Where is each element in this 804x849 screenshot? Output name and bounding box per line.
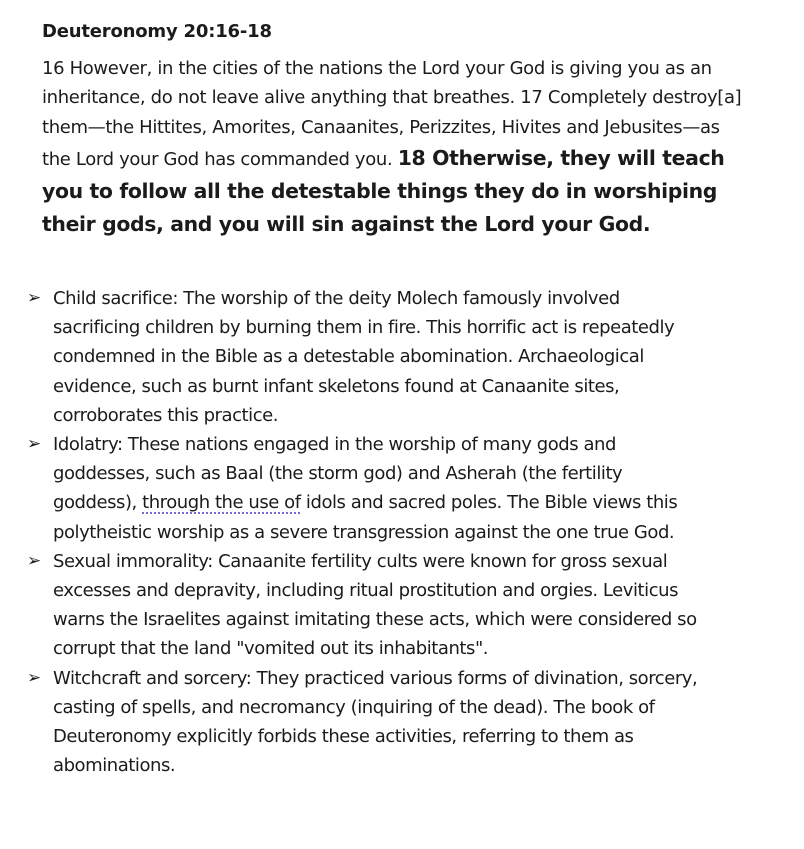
arrow-bullet-icon: ➢ (27, 550, 41, 571)
verse-text: 16 However, in the cities of the nations the Lord your God is giving you as an inheritance, do not leave alive anything that breathes. 17 Completely destroy[a] them—the Hittites, Amorites, Canaanites, Perizzites, Hivites and Jebusites—as the Lord your God has commanded you. (42, 58, 742, 171)
list-item-text: Child sacrifice: The worship of the deity Molech famously involved sacrificing children by burning them in fire. This horrific act is repeatedly condemned in the Bible as a detestable abomination. Archaeological evidence, such as burnt infant skeletons found at Canaanite sites, corroborates this practice. (53, 288, 675, 426)
document-body (42, 18, 742, 241)
list-item-text (53, 434, 677, 543)
list-item-text: Sexual immorality: Canaanite fertility cults were known for gross sexual excesses and depravity, including ritual prostitution and orgies. Leviticus warns the Israelites against imitating these acts, which were considered so corrupt that the land "vomited out its inhabitants". (53, 550, 697, 660)
list-item (27, 664, 707, 781)
arrow-bullet-icon: ➢ (27, 667, 41, 688)
passage-heading: Deuteronomy 20:16-18 (42, 21, 272, 42)
arrow-bullet-icon: ➢ (27, 288, 41, 308)
list-item-text-part: Idolatry: These nations engaged in the worship of many gods and goddesses, such as Baal (the storm god) and Asherah (the fertility goddess), (53, 434, 623, 514)
list-item-text-part: idols and sacred poles. The Bible views this polytheistic worship as a severe transgression against the one true God. (53, 492, 678, 543)
practices-list (27, 284, 707, 780)
list-item-text: Witchcraft and sorcery: They practiced various forms of divination, sorcery, casting of spells, and necromancy (inquiring of the dead). The book of Deuteronomy explicitly forbids these activities, referring to them as abominations. (53, 667, 698, 777)
list-item (27, 284, 707, 430)
list-item (27, 547, 707, 664)
verse-paragraph (42, 54, 742, 241)
grammar-flagged-phrase[interactable]: through the use of (142, 492, 301, 514)
verse-bold-text: 18 Otherwise, they will teach you to follow all the detestable things they do in worshiping their gods, and you will sin against the Lord your God. (42, 146, 725, 237)
list-item (27, 430, 707, 547)
arrow-bullet-icon: ➢ (27, 434, 41, 455)
